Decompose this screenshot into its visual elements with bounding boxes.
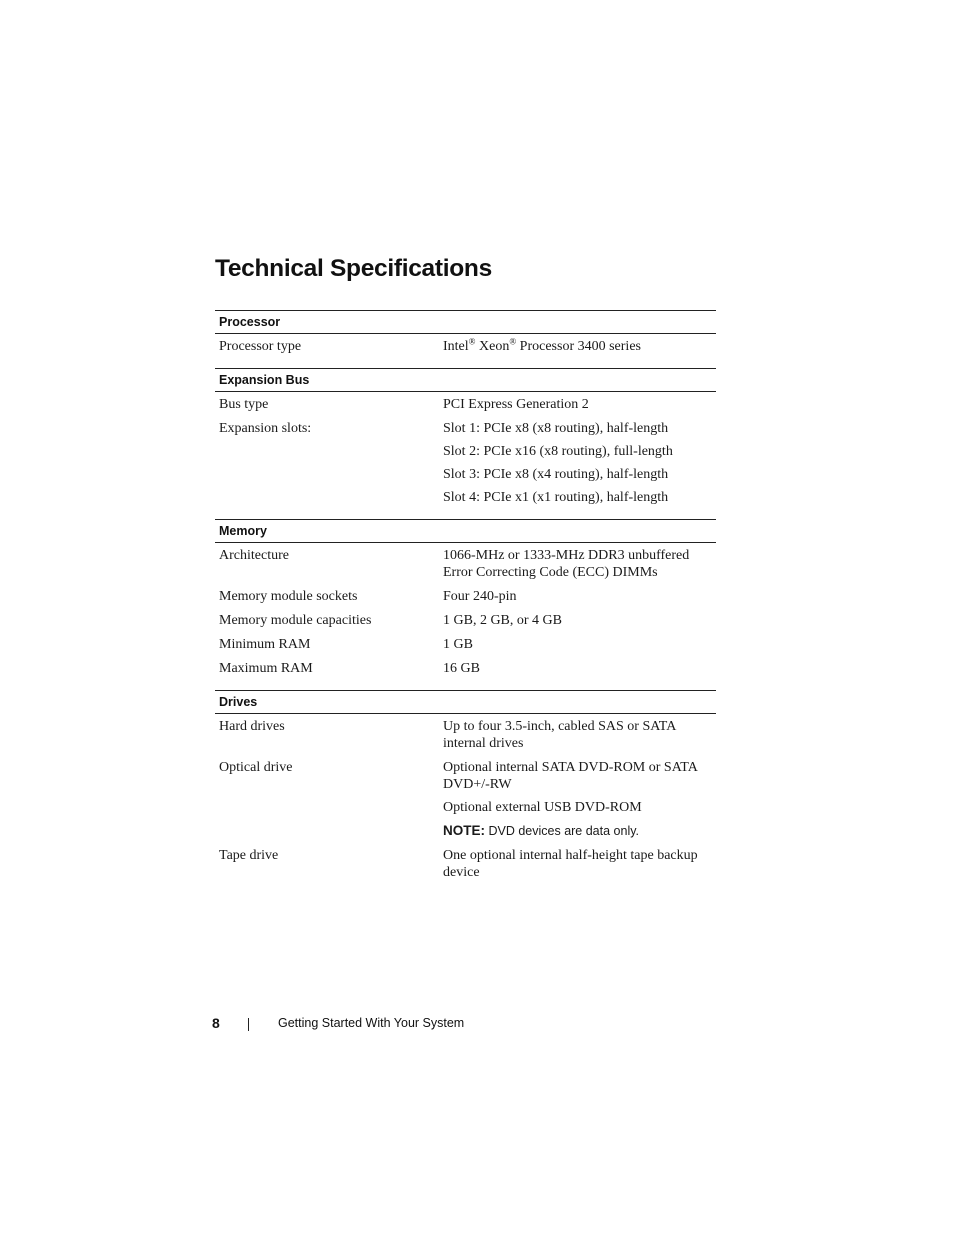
spec-row [215,420,716,506]
spec-label: Hard drives [219,719,285,734]
spec-value [443,847,716,881]
spec-label: Processor type [219,339,302,354]
spec-value-line: One optional internal half-height tape backup device [443,848,698,880]
note [443,822,716,840]
spec-label: Architecture [219,548,289,563]
spec-value [443,718,716,752]
brand-xeon: Xeon [475,339,510,354]
spec-value-line: Optional external USB DVD-ROM [443,800,642,815]
footer-document-title: Getting Started With Your System [278,1016,465,1030]
spec-value [443,547,716,581]
footer-separator [248,1018,249,1031]
spec-value-line: Up to four 3.5-inch, cabled SAS or SATA internal drives [443,719,676,751]
spec-value [443,636,716,653]
section-heading-drives: Drives [215,690,716,714]
spec-label: Bus type [219,397,269,412]
registered-mark: ® [509,336,517,347]
section-heading-expansion-bus: Expansion Bus [215,368,716,392]
spec-label: Expansion slots: [219,421,312,436]
spec-label: Optical drive [219,760,293,775]
section-memory [215,543,716,690]
spec-row [215,718,716,752]
spec-label: Memory module sockets [219,589,358,604]
processor-series: Processor 3400 series [516,339,641,354]
spec-row [215,588,716,605]
spec-table [215,310,716,894]
brand-intel: Intel [443,339,469,354]
section-drives [215,714,716,894]
spec-value [443,612,716,629]
spec-value-line: Slot 3: PCIe x8 (x4 routing), half-length [443,467,669,482]
spec-row [215,338,716,355]
spec-value-line: Slot 2: PCIe x16 (x8 routing), full-length [443,444,673,459]
spec-value-line: Four 240-pin [443,589,517,604]
spec-value-line: Slot 4: PCIe x1 (x1 routing), half-length [443,490,669,505]
spec-row [215,396,716,413]
spec-row [215,547,716,581]
spec-value [443,660,716,677]
spec-row [215,847,716,881]
section-processor [215,334,716,368]
spec-value [443,759,716,840]
spec-value-line: Slot 1: PCIe x8 (x8 routing), half-length [443,421,669,436]
spec-value-line: 16 GB [443,661,480,676]
spec-label: Maximum RAM [219,661,313,676]
section-expansion-bus [215,392,716,519]
section-heading-memory: Memory [215,519,716,543]
page-number: 8 [212,1015,220,1031]
spec-value-line: 1066-MHz or 1333-MHz DDR3 unbuffered Error Correcting Code (ECC) DIMMs [443,548,690,580]
spec-label: Tape drive [219,848,279,863]
spec-value [443,396,716,413]
processor-type-value [443,338,716,355]
registered-mark: ® [468,336,476,347]
spec-row [215,759,716,840]
note-label: NOTE: [443,823,485,838]
spec-value [443,338,716,355]
spec-label: Minimum RAM [219,637,311,652]
spec-value-line: 1 GB [443,637,473,652]
spec-label: Memory module capacities [219,613,372,628]
section-heading-processor: Processor [215,310,716,334]
spec-value-line: 1 GB, 2 GB, or 4 GB [443,613,563,628]
note-text: DVD devices are data only. [485,824,640,838]
spec-value-line: PCI Express Generation 2 [443,397,589,412]
spec-row [215,612,716,629]
spec-value [443,420,716,506]
spec-row [215,660,716,677]
spec-value [443,588,716,605]
page-title: Technical Specifications [215,255,492,282]
spec-row [215,636,716,653]
spec-value-line: Optional internal SATA DVD-ROM or SATA DVD+/-RW [443,760,698,792]
